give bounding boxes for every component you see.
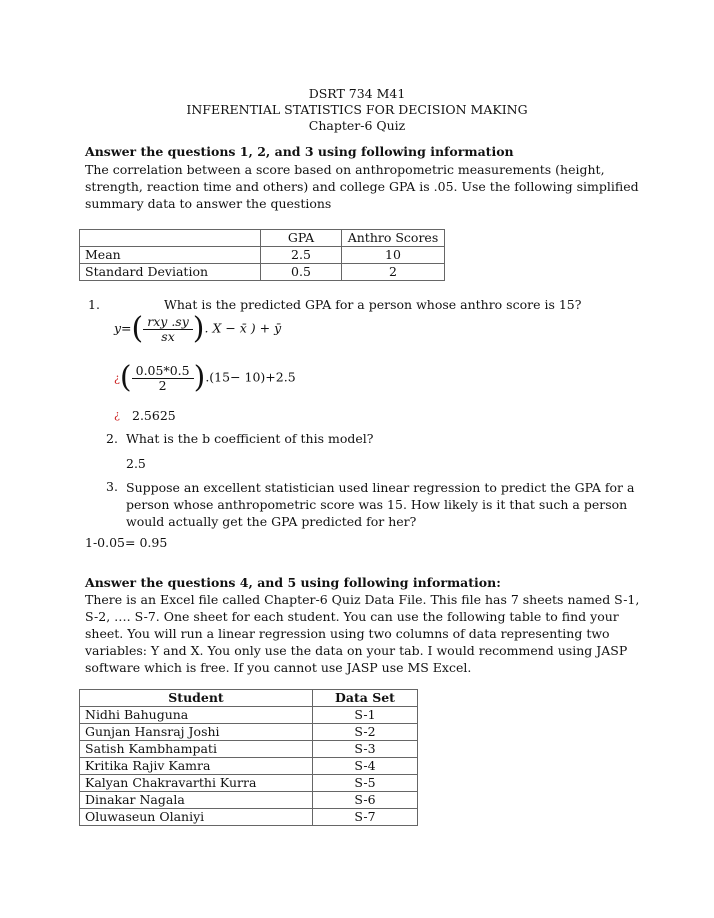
course-code: DSRT 734 M41 [308,86,406,101]
q2-text: What is the b coefficient of this model? [126,431,374,446]
section2-heading: Answer the questions 4, and 5 using following information: [85,575,501,590]
table-header-row [80,230,445,247]
quiz-title: Chapter-6 Quiz [308,118,406,133]
course-title: INFERENTIAL STATISTICS FOR DECISION MAKING [186,102,528,117]
equation-3 [114,406,120,421]
student-name: Kritika Rajiv Kamra [80,758,313,775]
student-name: Satish Kambhampati [80,741,313,758]
q1-text: What is the predicted GPA for a person whose anthro score is 15? [164,297,582,312]
table-header-row [80,690,418,707]
data-set: S-3 [313,741,418,758]
eq1-fraction [143,315,193,344]
eq2-numerator: 0.05*0.5 [132,364,194,379]
eq2-fraction [132,364,194,393]
table-row [80,247,445,264]
section1-heading: Answer the questions 1, 2, and 3 using following information [85,144,514,159]
student-name: Oluwaseun Olaniyi [80,809,313,826]
q3-number: 3. [106,479,118,494]
summary-table [79,229,445,281]
right-paren-icon: ) [193,360,206,395]
q1-answer: 2.5625 [132,408,176,423]
data-set: S-5 [313,775,418,792]
data-set: S-1 [313,707,418,724]
table-row [80,264,445,281]
title-block [0,86,714,134]
eq1-lhs: y= [114,320,132,336]
data-set: S-2 [313,724,418,741]
eq1-rest: . X − x̄ ) + ȳ [204,320,282,336]
student-name: Dinakar Nagala [80,792,313,809]
anthro-value: 2 [342,264,445,281]
student-table [79,689,418,826]
table-row [80,707,418,724]
gpa-value: 2.5 [261,247,342,264]
student-header: Student [80,690,313,707]
table-row [80,775,418,792]
q2-answer: 2.5 [126,456,146,471]
row-label: Standard Deviation [80,264,261,281]
right-paren-icon: ) [192,311,205,346]
q2-number: 2. [106,431,118,446]
equation-1 [114,311,282,346]
table-row [80,809,418,826]
student-name: Kalyan Chakravarthi Kurra [80,775,313,792]
row-label: Mean [80,247,261,264]
eq2-denominator: 2 [158,377,167,393]
table-row [80,792,418,809]
left-paren-icon: ( [131,311,144,346]
eq1-numerator: rxy .sy [143,315,193,330]
eq1-denominator: sx [161,328,175,344]
data-set: S-7 [313,809,418,826]
table-header-cell: Anthro Scores [342,230,445,247]
student-name: Nidhi Bahuguna [80,707,313,724]
q3-answer: 1-0.05= 0.95 [85,535,168,550]
table-header-cell [80,230,261,247]
q1-number: 1. [88,297,100,312]
equation-2 [114,360,296,395]
section2-intro: There is an Excel file called Chapter-6 Quiz Data File. This file has 7 sheets named S-1, S-2, …. S-7. One sheet for each student. You can use the following table to find your sheet. You will run a linear regression using two columns of data representing two variables: Y and X. You only use the data on your tab. I would recommend using JASP software which is free. If you cannot use JASP use MS Excel. [85,592,640,675]
table-row [80,758,418,775]
dataset-header: Data Set [313,690,418,707]
eq2-rest: .(15− 10)+2.5 [205,369,296,385]
section1-intro: The correlation between a score based on anthropometric measurements (height, strength, reaction time and others) and college GPA is .05. Use the following simplified summary data to answer the questions [85,162,639,211]
eq2-prefix: ¿ [114,371,120,385]
left-paren-icon: ( [119,360,132,395]
table-header-cell: GPA [261,230,342,247]
data-set: S-6 [313,792,418,809]
eq3-prefix: ¿ [114,408,120,421]
data-set: S-4 [313,758,418,775]
anthro-value: 10 [342,247,445,264]
table-row [80,741,418,758]
table-row [80,724,418,741]
student-name: Gunjan Hansraj Joshi [80,724,313,741]
gpa-value: 0.5 [261,264,342,281]
q3-text: Suppose an excellent statistician used linear regression to predict the GPA for a person whose anthropometric score was 15. How likely is it that such a person would actually get the GPA predicted for her? [126,480,635,529]
